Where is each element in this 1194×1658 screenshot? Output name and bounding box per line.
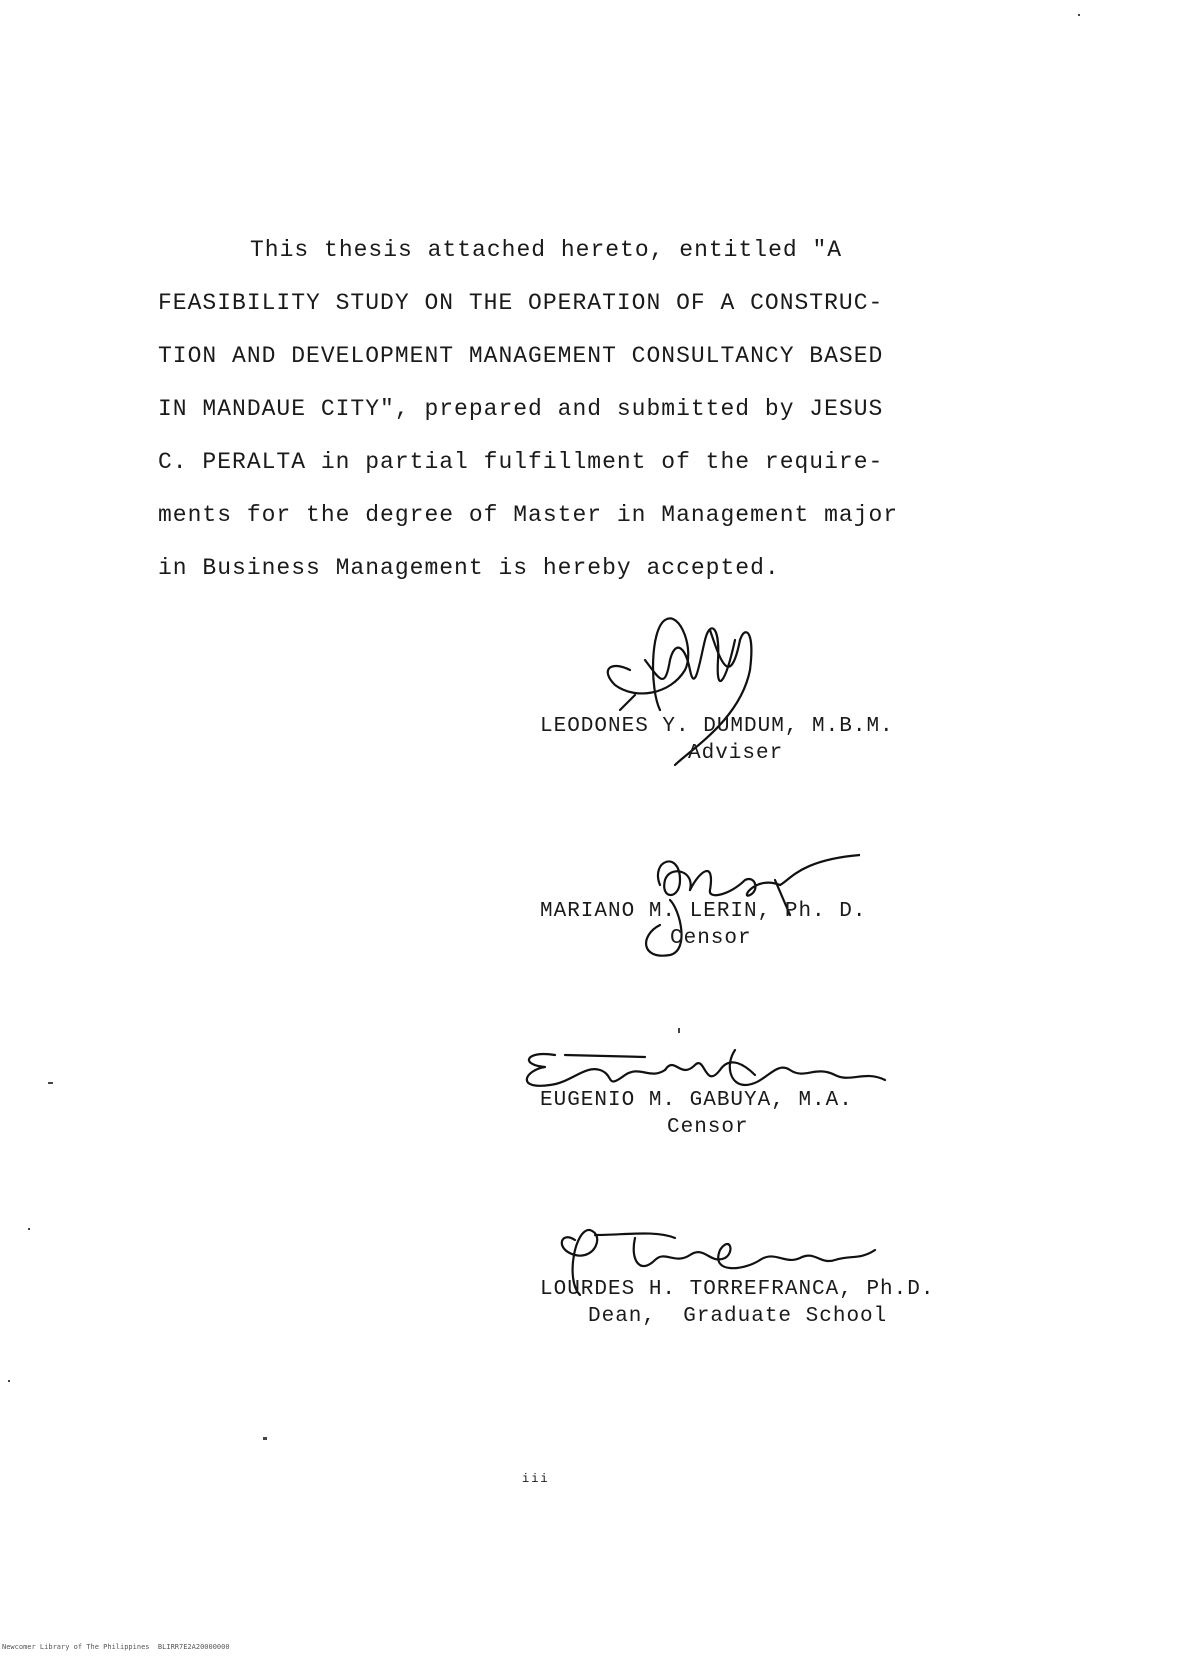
censor-2-role: Censor [667, 1116, 749, 1139]
dean-name: LOURDES H. TORREFRANCA, Ph.D. [540, 1278, 935, 1301]
paragraph-line: This thesis attached hereto, entitled "A [250, 237, 843, 263]
censor-1-role: Censor [670, 927, 752, 950]
censor-1-name: MARIANO M. LERIN, Ph. D. [540, 900, 867, 923]
scan-speck [1078, 14, 1080, 16]
scan-speck [28, 1228, 30, 1230]
paragraph-line: FEASIBILITY STUDY ON THE OPERATION OF A CONSTRUC- [158, 290, 884, 316]
paragraph-line: C. PERALTA in partial fulfillment of the require- [158, 449, 884, 475]
scan-speck [8, 1380, 10, 1382]
paragraph-line: in Business Management is hereby accepted. [158, 555, 780, 581]
page-number: iii [522, 1472, 550, 1486]
paragraph-line: ments for the degree of Master in Management major [158, 502, 899, 528]
scan-speck [678, 1028, 680, 1033]
paragraph-line: IN MANDAUE CITY", prepared and submitted by JESUS [158, 396, 884, 422]
dean-role: Dean, Graduate School [588, 1305, 888, 1328]
scan-speck [263, 1437, 267, 1440]
approval-paragraph [158, 224, 978, 595]
scan-speck [48, 1082, 53, 1084]
paragraph-line: TION AND DEVELOPMENT MANAGEMENT CONSULTANCY BASED [158, 343, 884, 369]
footer-credit: Newcomer Library of The Philippines BLIRR7E2A20000000 [2, 1643, 230, 1651]
adviser-name: LEODONES Y. DUMDUM, M.B.M. [540, 715, 894, 738]
adviser-role: Adviser [688, 742, 784, 765]
censor-2-name: EUGENIO M. GABUYA, M.A. [540, 1089, 853, 1112]
